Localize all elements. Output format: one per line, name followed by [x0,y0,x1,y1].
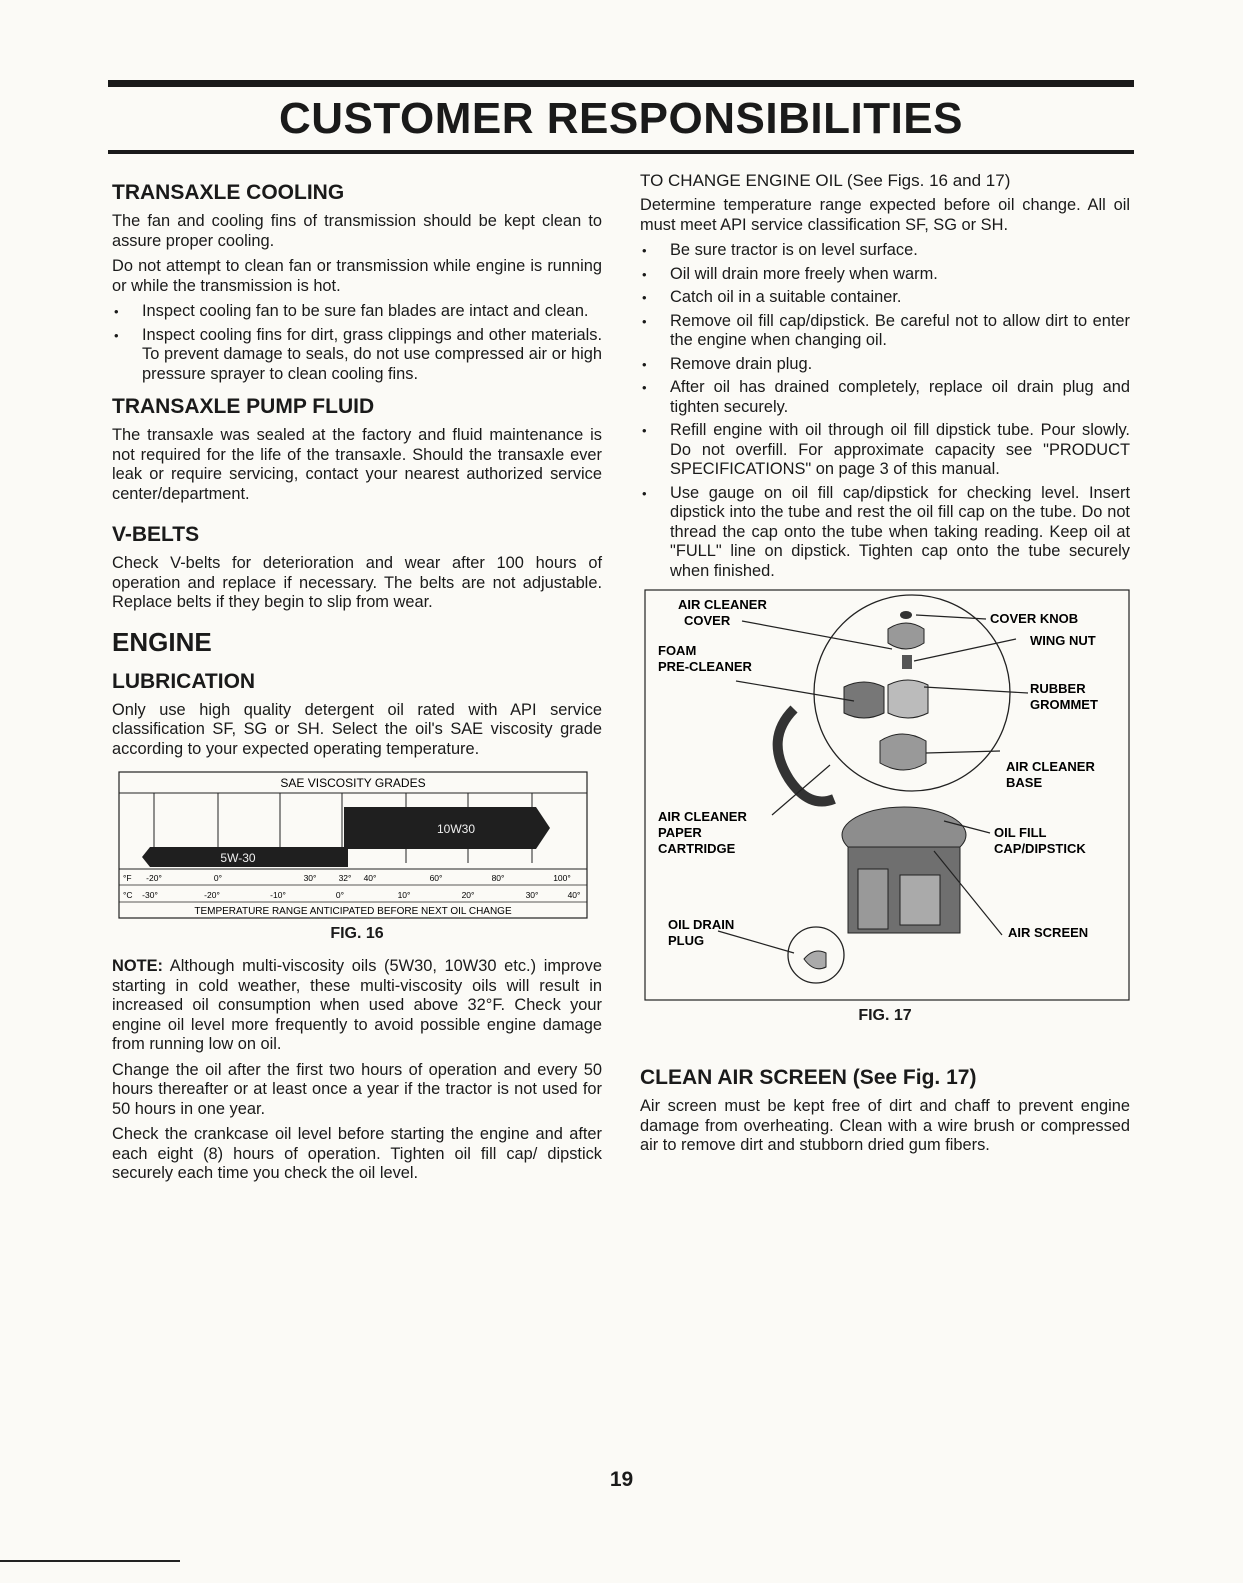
bottom-rule [0,1560,180,1562]
change-oil-list [640,241,1130,581]
label-cover-knob: COVER KNOB [990,611,1079,626]
f-tick: 80° [491,873,505,883]
c-tick: 20° [461,890,475,900]
change-oil-p1: Determine temperature range expected before oil change. All oil must meet API service classification SF, SG or SH. [640,196,1130,234]
f-tick: 40° [363,873,377,883]
page-title: CUSTOMER RESPONSIBILITIES [279,94,963,143]
label-oil-drain-plug: OIL DRAIN [668,917,735,932]
label-wing-nut: WING NUT [1030,633,1096,648]
chart-title: SAE VISCOSITY GRADES [280,776,426,790]
wing-nut-icon [902,655,912,669]
label-rubber-grommet: GROMMET [1030,697,1098,712]
list-item: • Inspect cooling fins for dirt, grass clippings and other materials. To prevent damage to seals, do not use compressed air or high pressure sprayer to clean cooling fins. [112,326,602,385]
clean-air-screen-heading: CLEAN AIR SCREEN (See Fig. 17) [640,1066,977,1089]
fig17-caption: FIG. 17 [858,1007,912,1024]
transaxle-cooling-heading: TRANSAXLE COOLING [112,181,345,204]
transaxle-pump-p1: The transaxle was sealed at the factory and fluid maintenance is not required for the life of the transaxle. Should the transaxle ever leak or require servicing, contact your nearest authorized service center/department. [112,426,602,503]
engine-heading: ENGINE [112,626,212,657]
title-rule [108,150,1134,154]
c-tick: 40° [567,890,581,900]
label-air-cleaner-cover: AIR CLEANER [678,597,767,612]
air-cleaner-cover-icon [888,623,924,649]
label-air-cleaner-base: BASE [1006,775,1043,790]
grade-5w30-label: 5W-30 [220,851,256,865]
page-number: 19 [609,1468,634,1491]
label-foam-precleaner: PRE-CLEANER [658,659,752,674]
note-label: NOTE: [112,957,163,975]
list-item: • Oil will drain more freely when warm. [640,265,1130,285]
lubrication-heading: LUBRICATION [112,669,256,693]
transaxle-pump-heading: TRANSAXLE PUMP FLUID [112,395,375,418]
change-oil-heading: TO CHANGE ENGINE OIL (See Figs. 16 and 17) [640,171,1011,190]
label-paper-cartridge: AIR CLEANER [658,809,747,824]
label-foam-precleaner: FOAM [658,643,697,658]
celsius-unit: °C [123,890,133,900]
list-item: • Be sure tractor is on level surface. [640,241,1130,261]
label-oil-fill: CAP/DIPSTICK [994,841,1086,856]
c-tick: 30° [525,890,539,900]
label-air-cleaner-base: AIR CLEANER [1006,759,1095,774]
vbelts-p1: Check V-belts for deterioration and wear after 100 hours of operation and replace if necessary. The belts are not adjustable. Replace belts if they begin to slip from wear. [112,554,602,611]
label-air-screen: AIR SCREEN [1008,925,1089,940]
lubrication-p1: Only use high quality detergent oil rated with API service classification SF, SG or SH. Select the oil's SAE viscosity grade according to your expected operating temperature. [112,700,602,758]
paper-cartridge-icon [888,680,928,718]
viscosity-chart [118,771,588,919]
label-air-cleaner-cover: COVER [684,613,731,628]
transaxle-cooling-p1: The fan and cooling fins of transmission should be kept clean to assure proper cooling. [112,212,602,250]
f-tick: 100° [553,873,571,883]
c-tick: 0° [335,890,345,900]
list-item: • Remove oil fill cap/dipstick. Be careful not to allow dirt to enter the engine when changing oil. [640,312,1130,351]
clean-air-screen-p1: Air screen must be kept free of dirt and chaff to prevent engine damage from overheating. Clean with a wire brush or compressed air to remove dirt and stubborn dried gum fibers. [640,1097,1130,1154]
c-tick: 10° [397,890,411,900]
list-item: • Remove drain plug. [640,355,1130,375]
f-tick: 30° [303,873,317,883]
list-item: • Inspect cooling fan to be sure fan blades are intact and clean. [112,302,602,322]
list-item: • Refill engine with oil through oil fill dipstick tube. Pour slowly. Do not overfill. For approximate capacity see "PRODUCT SPECIFICATIONS" on page 3 of this manual. [640,421,1130,480]
note-paragraph [112,957,602,1055]
crankcase-check: Check the crankcase oil level before starting the engine and after each eight (8) hours of operation. Tighten oil fill cap/ dipstick securely each time you check the oil level. [112,1125,602,1182]
f-tick: -20° [146,873,162,883]
cover-knob-icon [900,611,912,619]
fig16-caption: FIG. 16 [330,925,384,942]
grade-10w30-label: 10W30 [436,822,476,836]
f-tick: 32° [338,873,352,883]
label-paper-cartridge: PAPER [658,825,702,840]
c-tick: -30° [142,890,158,900]
label-oil-fill: OIL FILL [994,825,1047,840]
label-rubber-grommet: RUBBER [1030,681,1086,696]
c-tick: -10° [270,890,286,900]
transaxle-cooling-p2: Do not attempt to clean fan or transmission while engine is running or while the transmission is hot. [112,257,602,295]
air-cleaner-base-icon [880,734,926,770]
c-tick: -20° [204,890,220,900]
left-column [112,170,602,1190]
note-text: Although multi-viscosity oils (5W30, 10W30 etc.) improve starting in cold weather, these multi-viscosity oils will result in increased oil consumption when used above 32°F. Check your engine oil level more frequently to avoid possible engine damage from running low on oil. [112,957,602,1053]
top-rule [108,80,1134,87]
label-paper-cartridge: CARTRIDGE [658,841,736,856]
f-tick: 60° [429,873,443,883]
list-item: • Catch oil in a suitable container. [640,288,1130,308]
air-cleaner-diagram [644,589,1130,1001]
fahrenheit-unit: °F [123,873,132,883]
transaxle-cooling-list [112,302,602,384]
list-item: • Use gauge on oil fill cap/dipstick for checking level. Insert dipstick into the tube and rest the oil fill cap on the tube. Do not thread the cap onto the tube when taking reading. Keep oil at "FULL" line on dipstick. Tighten cap onto the tube securely when finished. [640,484,1130,582]
list-item: • After oil has drained completely, replace oil drain plug and tighten securely. [640,378,1130,417]
oil-change-interval: Change the oil after the first two hours of operation and every 50 hours thereafter or at least once a year if the tractor is not used for 50 hours in one year. [112,1060,602,1118]
vbelts-heading: V-BELTS [112,523,200,546]
label-oil-drain-plug: PLUG [668,933,705,948]
right-column [640,170,1130,1162]
chart-footer: TEMPERATURE RANGE ANTICIPATED BEFORE NEXT OIL CHANGE [194,906,512,917]
f-tick: 0° [213,873,223,883]
